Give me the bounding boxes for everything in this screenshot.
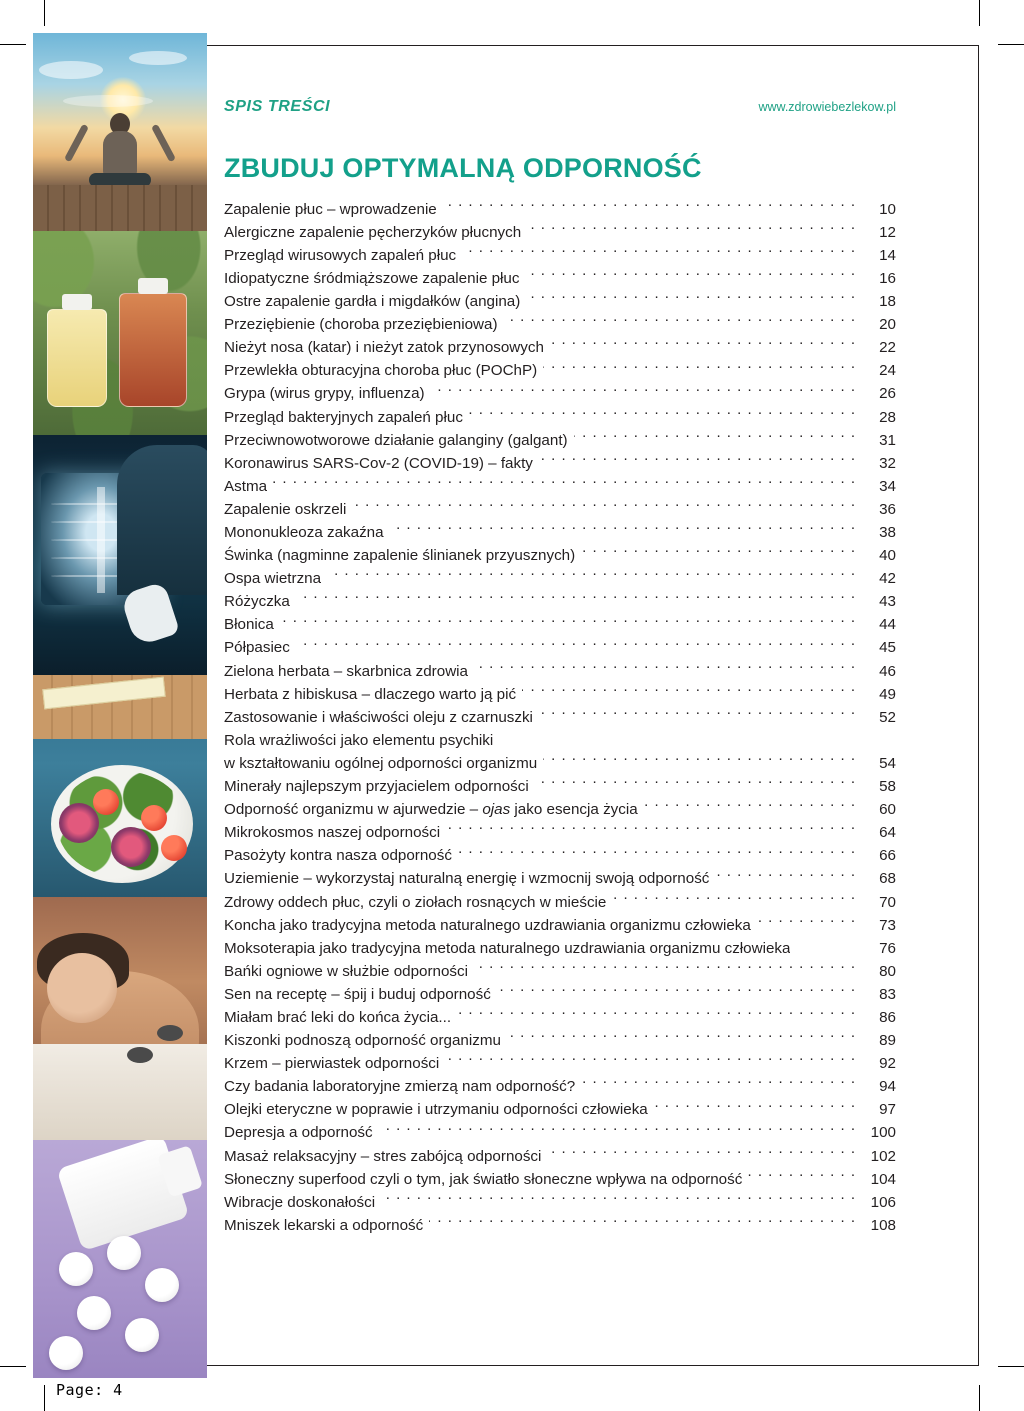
toc-entry-label: Słoneczny superfood czyli o tym, jak światło słoneczne wpływa na odporność [224, 1170, 743, 1188]
toc-entry[interactable] [224, 359, 896, 382]
toc-entry-label: Grypa (wirus grypy, influenza) [224, 385, 425, 403]
toc-entry-label: Rola wrażliwości jako elementu psychiki [224, 731, 494, 749]
toc-entry[interactable] [224, 452, 896, 475]
toc-leader-dots [458, 845, 856, 860]
toc-entry[interactable] [224, 729, 896, 752]
toc-entry-page: 89 [879, 1032, 896, 1050]
toc-entry-label: Depresja a odporność [224, 1124, 373, 1142]
toc-entry-page: 12 [879, 223, 896, 241]
toc-entry-page: 73 [879, 916, 896, 934]
toc-content [224, 98, 896, 1237]
toc-entry-label: Świnka (nagminne zapalenie ślinianek przyusznych) [224, 547, 576, 565]
toc-entry-label: Przegląd bakteryjnych zapaleń płuc [224, 408, 463, 426]
toc-leader-dots [280, 614, 856, 629]
toc-leader-dots [469, 406, 856, 421]
pill [59, 1252, 93, 1286]
toc-leader-dots [474, 660, 856, 675]
toc-leader-dots [527, 222, 856, 237]
toc-entry-label: w kształtowaniu ogólnej odporności organizmu [224, 754, 538, 772]
toc-entry-label: Półpasiec [224, 639, 290, 657]
toc-entry-label: Zapalenie oskrzeli [224, 500, 347, 518]
toc-entry-page: 58 [879, 778, 896, 796]
toc-entry[interactable] [224, 1029, 896, 1052]
toc-entry-label: Zapalenie płuc – wprowadzenie [224, 200, 437, 218]
chest-xray-doctor-photo [33, 435, 207, 675]
toc-entry[interactable] [224, 660, 896, 683]
toc-entry[interactable] [224, 336, 896, 359]
cloud-shape [39, 61, 103, 79]
toc-entry[interactable] [224, 775, 896, 798]
toc-entry-page: 104 [870, 1170, 896, 1188]
toc-entry-label: Mikrokosmos naszej odporności [224, 824, 441, 842]
toc-entry-page: 16 [879, 269, 896, 287]
toc-leader-dots [296, 637, 856, 652]
toc-entry[interactable] [224, 1052, 896, 1075]
toc-leader-dots [796, 938, 856, 953]
toc-entry-label: Uziemienie – wykorzystaj naturalną energię i wzmocnij swoją odporność [224, 870, 710, 888]
toc-leader-dots [327, 568, 856, 583]
toc-leader-dots [507, 1030, 856, 1045]
toc-leader-dots [443, 199, 856, 214]
toc-leader-dots [431, 383, 856, 398]
doctor-silhouette [117, 445, 207, 595]
pill [77, 1296, 111, 1330]
toc-entry-page: 83 [879, 985, 896, 1003]
toc-entry[interactable] [224, 891, 896, 914]
toc-leader-dots [379, 1122, 856, 1137]
toc-entry-label: Minerały najlepszym przyjacielem odporności [224, 778, 529, 796]
toc-entry-page: 68 [879, 870, 896, 888]
toc-leader-dots [390, 522, 856, 537]
toc-entry-label: Kiszonki podnoszą odporność organizmu [224, 1032, 501, 1050]
toc-entry-label: Miałam brać leki do końca życia... [224, 1008, 452, 1026]
toc-leader-dots [550, 337, 856, 352]
toc-leader-dots [612, 891, 856, 906]
toc-leader-dots [273, 476, 856, 491]
toc-entry[interactable] [224, 313, 896, 336]
toc-leader-dots [539, 453, 856, 468]
toc-entry[interactable] [224, 937, 896, 960]
toc-entry-label: Ostre zapalenie gardła i migdałków (angina) [224, 293, 521, 311]
toc-entry[interactable] [224, 683, 896, 706]
toc-leader-dots [525, 268, 856, 283]
crop-mark [0, 44, 26, 45]
jar-cap [62, 294, 92, 310]
toc-entry-page: 100 [870, 1124, 896, 1142]
pill [145, 1268, 179, 1302]
photo-strip [33, 33, 207, 1378]
toc-leader-dots [581, 545, 856, 560]
page-title: ZBUDUJ OPTYMALNĄ ODPORNOŚĆ [224, 153, 702, 183]
toc-entry-label: Idiopatyczne śródmiąższowe zapalenie płuc [224, 269, 520, 287]
toc-entry-page: 42 [879, 570, 896, 588]
crop-mark [998, 1366, 1024, 1367]
pill-bottle [56, 1140, 189, 1251]
crop-mark [979, 0, 980, 26]
toc-entry[interactable] [224, 567, 896, 590]
figs-vegetables-bowl-photo [33, 675, 207, 897]
toc-entry-label: Różyczka [224, 593, 290, 611]
toc-entry-page: 46 [879, 662, 896, 680]
toc-entry-page: 92 [879, 1055, 896, 1073]
toc-entry[interactable] [224, 475, 896, 498]
toc-entry[interactable] [224, 221, 896, 244]
toc-leader-dots [296, 591, 856, 606]
toc-entry-page: 38 [879, 524, 896, 541]
jar-cap [138, 278, 168, 294]
toc-entry[interactable] [224, 429, 896, 452]
cloud-shape [63, 95, 153, 107]
pills-bottle-photo [33, 1140, 207, 1378]
toc-entry-page: 43 [879, 593, 896, 611]
toc-entry-page: 108 [870, 1216, 896, 1234]
toc-leader-dots [535, 776, 856, 791]
toc-entry[interactable] [224, 1214, 896, 1237]
toc-entry[interactable] [224, 1006, 896, 1029]
toc-leader-dots [539, 707, 856, 722]
herbal-infusion-jars-photo [33, 231, 207, 435]
toc-entry-label: Odporność organizmu w ajurwedzie – ojas jako esencja życia [224, 801, 638, 819]
toc-entry-page: 10 [879, 200, 896, 218]
toc-entry-label: Ospa wietrzna [224, 570, 322, 588]
toc-entry-label: Olejki eteryczne w poprawie i utrzymaniu odporności człowieka [224, 1101, 648, 1119]
toc-entry[interactable] [224, 267, 896, 290]
toc-entry[interactable] [224, 983, 896, 1006]
toc-leader-dots [574, 429, 856, 444]
toc-entry[interactable] [224, 960, 896, 983]
toc-entry[interactable] [224, 544, 896, 567]
toc-entry-page: 24 [879, 362, 896, 380]
toc-entry[interactable] [224, 521, 896, 544]
toc-entry[interactable] [224, 1075, 896, 1098]
toc-leader-dots [654, 1099, 856, 1114]
toc-entry-label: Nieżyt nosa (katar) i nieżyt zatok przynosowych [224, 339, 544, 357]
toc-entry[interactable] [224, 406, 896, 429]
fig-fruit [59, 803, 99, 843]
toc-entry[interactable] [224, 821, 896, 844]
toc-entry[interactable] [224, 867, 896, 890]
toc-entry-label: Zielona herbata – skarbnica zdrowia [224, 662, 468, 680]
toc-entry-page: 28 [879, 408, 896, 426]
toc-entry[interactable] [224, 1191, 896, 1214]
toc-entry-label: Koncha jako tradycyjna metoda naturalnego uzdrawiania organizmu człowieka [224, 916, 751, 934]
toc-leader-dots [497, 984, 856, 999]
toc-entry-page: 36 [879, 500, 896, 518]
toc-entry-page: 64 [879, 824, 896, 842]
toc-leader-dots [748, 1168, 856, 1183]
crop-mark [979, 1385, 980, 1411]
toc-entry-label: Mniszek lekarski a odporność [224, 1216, 424, 1234]
toc-entry-page: 44 [879, 616, 896, 634]
pill [49, 1336, 83, 1370]
toc-entry[interactable] [224, 798, 896, 821]
toc-entry-label: Zdrowy oddech płuc, czyli o ziołach rosnących w mieście [224, 893, 607, 911]
tomato [161, 835, 187, 861]
toc-entry-page: 26 [879, 385, 896, 403]
section-label: SPIS TREŚCI [224, 98, 331, 115]
toc-entry-page: 80 [879, 962, 896, 980]
toc-entry-label: Zastosowanie i właściwości oleju z czarnuszki [224, 708, 533, 726]
toc-entry-label: Krzem – pierwiastek odporności [224, 1055, 440, 1073]
massage-spa-photo [33, 897, 207, 1140]
toc-leader-dots [715, 868, 856, 883]
toc-entry-label: Alergiczne zapalenie pęcherzyków płucnych [224, 223, 522, 241]
yoga-figure [89, 113, 151, 187]
jar-right [119, 293, 187, 407]
toc-leader-dots [757, 914, 856, 929]
toc-entry-label: Wibracje doskonałości [224, 1193, 376, 1211]
toc-entry-label: Przegląd wirusowych zapaleń płuc [224, 246, 457, 264]
toc-entry-label: Przewlekła obturacyjna choroba płuc (POChP) [224, 362, 538, 380]
header-row [224, 98, 896, 116]
bottle-neck [157, 1145, 203, 1197]
wooden-deck [33, 185, 207, 231]
figure-arm-right [151, 124, 176, 163]
page-footer: Page: 4 [56, 1381, 123, 1399]
tomato [93, 789, 119, 815]
pill [125, 1318, 159, 1352]
toc-entry[interactable] [224, 844, 896, 867]
toc-entry-label: Czy badania laboratoryjne zmierzą nam odporność? [224, 1078, 576, 1096]
toc-entry-label: Sen na receptę – śpij i buduj odporność [224, 985, 491, 1003]
toc-entry-label: Koronawirus SARS-Cov-2 (COVID-19) – fakty [224, 454, 533, 472]
toc-entry-page: 86 [879, 1008, 896, 1026]
sunrise-yoga-photo [33, 33, 207, 231]
toc-list [224, 198, 896, 1237]
toc-entry-label: Bańki ogniowe w służbie odporności [224, 962, 468, 980]
toc-entry[interactable] [224, 382, 896, 405]
toc-entry-label: Błonica [224, 616, 274, 634]
toc-entry[interactable] [224, 590, 896, 613]
crop-mark [0, 1366, 26, 1367]
toc-entry-page: 76 [879, 939, 896, 957]
toc-entry[interactable] [224, 1121, 896, 1144]
toc-entry-page: 45 [879, 639, 896, 657]
toc-leader-dots [581, 1076, 856, 1091]
toc-entry[interactable] [224, 752, 896, 775]
toc-entry[interactable] [224, 198, 896, 221]
figure-arm-left [64, 124, 89, 163]
toc-leader-dots [499, 730, 856, 745]
toc-entry-page: 18 [879, 293, 896, 311]
tomato [141, 805, 167, 831]
toc-entry[interactable] [224, 1145, 896, 1168]
toc-entry-label: Przeciwnowotworowe działanie galanginy (galgant) [224, 431, 568, 449]
toc-entry-page: 31 [879, 431, 896, 449]
toc-entry-page: 94 [879, 1078, 896, 1096]
person-head [47, 953, 117, 1023]
jar-left [47, 309, 107, 407]
toc-leader-dots [446, 822, 856, 837]
toc-entry[interactable] [224, 1168, 896, 1191]
toc-entry-label: Herbata z hibiskusa – dlaczego warto ją pić [224, 685, 517, 703]
crop-mark [44, 0, 45, 26]
toc-leader-dots [429, 1215, 856, 1230]
toc-entry-page: 97 [879, 1101, 896, 1119]
toc-leader-dots [352, 499, 856, 514]
toc-entry-page: 34 [879, 477, 896, 495]
toc-entry-page: 54 [879, 754, 896, 772]
toc-entry-page: 66 [879, 847, 896, 865]
toc-entry-label: Mononukleoza zakaźna [224, 524, 384, 541]
toc-leader-dots [457, 1007, 856, 1022]
toc-entry-label: Astma [224, 477, 268, 495]
crop-mark [998, 44, 1024, 45]
toc-entry[interactable] [224, 613, 896, 636]
toc-entry-page: 14 [879, 246, 896, 264]
towel [33, 1044, 207, 1140]
crop-mark [44, 1385, 45, 1411]
toc-entry-label: Przeziębienie (choroba przeziębieniowa) [224, 316, 498, 334]
website-link[interactable]: www.zdrowiebezlekow.pl [758, 100, 896, 114]
toc-leader-dots [547, 1145, 856, 1160]
toc-entry[interactable] [224, 244, 896, 267]
toc-leader-dots [543, 753, 856, 768]
toc-entry-label: Masaż relaksacyjny – stres zabójcą odporności [224, 1147, 542, 1165]
toc-leader-dots [644, 799, 856, 814]
fig-fruit [111, 827, 151, 867]
toc-entry[interactable] [224, 636, 896, 659]
figure-torso [103, 131, 137, 177]
toc-entry-page: 52 [879, 708, 896, 726]
hot-stone [127, 1047, 153, 1063]
toc-leader-dots [504, 314, 856, 329]
toc-leader-dots [474, 961, 856, 976]
toc-leader-dots [462, 245, 856, 260]
cloud-shape [129, 51, 187, 65]
toc-entry-label: Pasożyty kontra nasza odporność [224, 847, 452, 865]
toc-entry[interactable] [224, 914, 896, 937]
toc-entry[interactable] [224, 498, 896, 521]
toc-entry[interactable] [224, 290, 896, 313]
toc-leader-dots [522, 683, 856, 698]
toc-leader-dots [526, 291, 856, 306]
toc-entry-label: Moksoterapia jako tradycyjna metoda naturalnego uzdrawiania organizmu człowieka [224, 939, 791, 957]
toc-leader-dots [381, 1192, 856, 1207]
toc-entry-page: 102 [870, 1147, 896, 1165]
hot-stone [157, 1025, 183, 1041]
toc-entry[interactable] [224, 706, 896, 729]
toc-entry-page: 40 [879, 547, 896, 565]
toc-entry-page: 20 [879, 316, 896, 334]
toc-entry-page: 70 [879, 893, 896, 911]
toc-entry-page: 49 [879, 685, 896, 703]
toc-entry-page: 22 [879, 339, 896, 357]
toc-leader-dots [445, 1053, 856, 1068]
pill [107, 1236, 141, 1270]
toc-entry-page: 106 [870, 1193, 896, 1211]
toc-entry-page: 32 [879, 454, 896, 472]
toc-entry[interactable] [224, 1098, 896, 1121]
toc-leader-dots [543, 360, 856, 375]
toc-entry-page: 60 [879, 801, 896, 819]
